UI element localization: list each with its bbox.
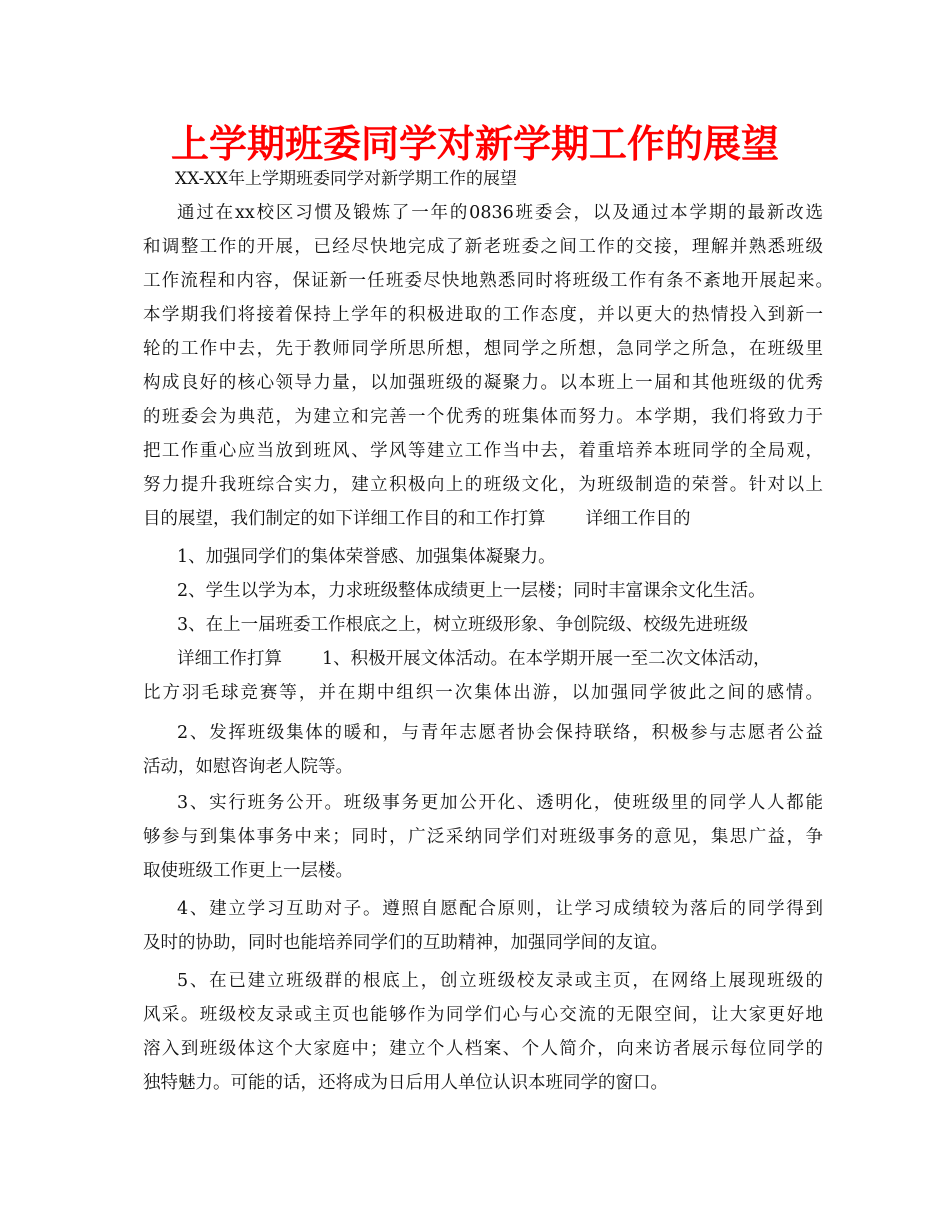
paragraph-line: 把工作重心应当放到班风、学风等建立工作当中去，着重培养本班同学的全局观，	[143, 441, 823, 461]
plan-item: 4、建立学习互助对子。遵照自愿配合原则，让学习成绩较为落后的同学得到	[177, 899, 823, 919]
paragraph-line: 够参与到集体事务中来；同时，广泛采纳同学们对班级事务的意见，集思广益，争	[143, 827, 823, 847]
paragraph-line: 和调整工作的开展，已经尽快地完成了新老班委之间工作的交接，理解并熟悉班级	[143, 237, 823, 257]
goal-item: 3、在上一届班委工作根底之上，树立班级形象、争创院级、校级先进班级	[177, 615, 749, 635]
paragraph-line: 及时的协助，同时也能培养同学们的互助精神，加强同学间的友谊。	[143, 933, 668, 953]
paragraph-line: 轮的工作中去，先于教师同学所思所想，想同学之所想，急同学之所急，在班级里	[143, 339, 823, 359]
plan-item-text: 1、积极开展文体活动。在本学期开展一至二次文体活动，	[322, 649, 771, 669]
paragraph-line	[143, 506, 691, 532]
paragraph-line: 构成良好的核心领导力量，以加强班级的凝聚力。以本班上一届和其他班级的优秀	[143, 373, 823, 393]
goal-item: 2、学生以学为本，力求班级整体成绩更上一层楼；同时丰富课余文化生活。	[177, 581, 766, 601]
plan-item: 5、在已建立班级群的根底上，创立班级校友录或主页，在网络上展现班级的	[177, 971, 823, 991]
paragraph-line: 溶入到班级体这个大家庭中；建立个人档案、个人简介，向来访者展示每位同学的	[143, 1039, 823, 1059]
paragraph-line: 努力提升我班综合实力，建立积极向上的班级文化，为班级制造的荣誉。针对以上	[143, 475, 823, 495]
paragraph-line: 取使班级工作更上一层楼。	[143, 861, 353, 881]
paragraph-line: 的班委会为典范，为建立和完善一个优秀的班集体而努力。本学期，我们将致力于	[143, 407, 823, 427]
paragraph-line: 比方羽毛球竞赛等，并在期中组织一次集体出游，以加强同学彼此之间的感情。	[143, 683, 823, 703]
goal-item: 1、加强同学们的集体荣誉感、加强集体凝聚力。	[177, 547, 556, 567]
paragraph-line: 工作流程和内容，保证新一任班委尽快地熟悉同时将班级工作有条不紊地开展起来。	[143, 271, 833, 291]
paragraph-line-text: 目的展望，我们制定的如下详细工作目的和工作打算	[143, 509, 546, 529]
document-title: 上学期班委同学对新学期工作的展望	[170, 122, 779, 166]
document-subtitle: XX-XX年上学期班委同学对新学期工作的展望	[175, 169, 517, 189]
plan-item: 2、发挥班级集体的暖和，与青年志愿者协会保持联络，积极参与志愿者公益	[177, 723, 823, 743]
section-heading-goals: 详细工作目的	[585, 509, 691, 529]
paragraph-line: 风采。班级校友录或主页也能够作为同学们心与心交流的无限空间，让大家更好地	[143, 1005, 823, 1025]
plan-item: 3、实行班务公开。班级事务更加公开化、透明化，使班级里的同学人人都能	[177, 793, 823, 813]
paragraph-line: 通过在xx校区习惯及锻炼了一年的0836班委会，以及通过本学期的最新改选	[177, 203, 823, 223]
plan-line	[177, 646, 771, 672]
paragraph-line: 独特魅力。可能的话，还将成为日后用人单位认识本班同学的窗口。	[143, 1073, 668, 1093]
paragraph-line: 本学期我们将接着保持上学年的积极进取的工作态度，并以更大的热情投入到新一	[143, 305, 823, 325]
paragraph-line: 活动，如慰咨询老人院等。	[143, 757, 353, 777]
section-heading-plan: 详细工作打算	[177, 649, 282, 669]
